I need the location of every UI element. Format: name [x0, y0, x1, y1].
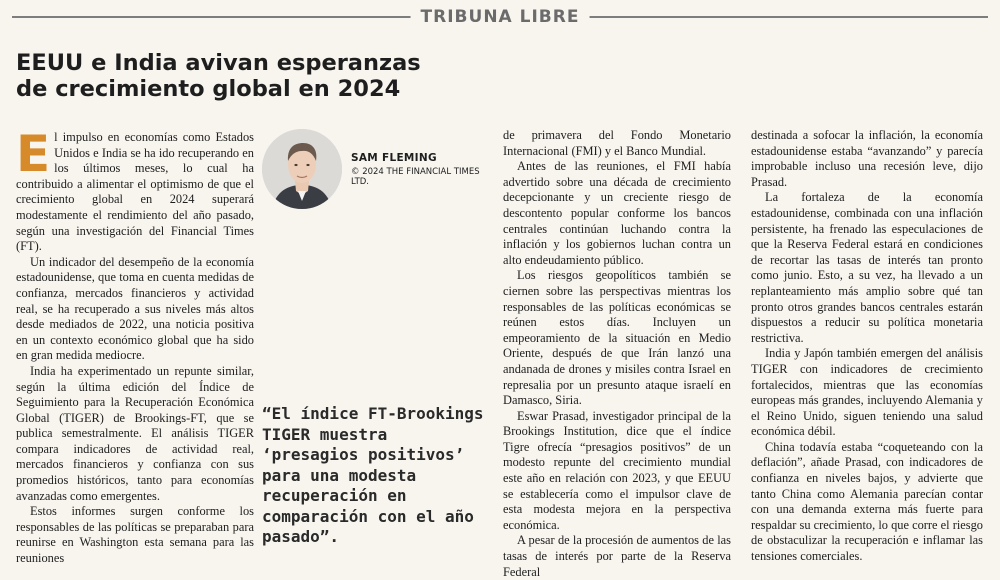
paragraph: Antes de las reuniones, el FMI había advertido sobre una década de crecimiento decepcionante y un creciente riesgo de descontento popular conforme los bancos centrales continúan luchando contra la inflación y los gobiernos luchan contra un alto endeudamiento público. [503, 159, 731, 267]
section-label: TRIBUNA LIBRE [411, 4, 590, 30]
article-headline: EEUU e India avivan esperanzas de crecimiento global en 2024 [16, 50, 421, 102]
paragraph: India y Japón también emergen del análisis TIGER con indicadores de crecimiento fortalecidos, mientras que las economías europeas más grandes, incluyendo Alemania y el Reino Unido, siguen teniendo una salud económica débil. [751, 346, 983, 439]
article-column-4 [751, 128, 983, 565]
author-credit: © 2024 THE FINANCIAL TIMES LTD. [351, 167, 480, 187]
article-column-3 [503, 128, 731, 580]
article-column-1 [16, 125, 254, 567]
paragraph [16, 125, 254, 255]
paragraph: Estos informes surgen conforme los responsables de las políticas se preparaban para reunirse en Washington esta semana para las reuniones [16, 504, 254, 566]
paragraph: La fortaleza de la economía estadounidense, combinada con una inflación persistente, ha frenado las especulaciones de que la Reserva Federal estará en condiciones de recortar las tasas de interés tan pronto como junio. Esto, a su vez, ha llevado a un replanteamiento más amplio sobre qué tan pronto otros grandes bancos centrales estarán dispuestos a reducir su política monetaria restrictiva. [751, 190, 983, 345]
drop-cap: E [16, 125, 51, 183]
paragraph: Eswar Prasad, investigador principal de la Brookings Institution, dice que el índice Tigre ofrecía “presagios positivos” de un modesto repunte del crecimiento mundial este año en relación con 2023, y que EEUU se establecería como el impulsor clave de esta modesta mejora en la perspectiva económica. [503, 408, 731, 532]
paragraph: Los riesgos geopolíticos también se ciernen sobre las perspectivas mientras los responsables de las políticas económicas se reúnen estos días. Incluyen un empeoramiento de la situación en Medio Oriente, después de que Irán lanzó una andanada de drones y misiles contra Israel en represalia por un presunto ataque israelí en Damasco, Siria. [503, 268, 731, 408]
section-header [12, 4, 988, 30]
paragraph: A pesar de la procesión de aumentos de las tasas de interés por parte de la Reserva Federal [503, 533, 731, 579]
author-portrait-icon [262, 129, 342, 209]
pull-quote: “El índice FT-Brookings TIGER muestra ‘presagios positivos’ para una modesta recuperación en comparación con el año pasado”. [262, 404, 484, 546]
paragraph: Un indicador del desempeño de la economía estadounidense, que toma en cuenta medidas de confianza, mercados financieros y actividad real, se ha recuperado a sus niveles más altos desde mediados de 2022, una noticia positiva en un contexto económico global que ha sido en gran medida mediocre. [16, 254, 254, 363]
author-byline [351, 152, 481, 187]
paragraph: destinada a sofocar la inflación, la economía estadounidense estaba “avanzando” y parecía improbable incluso una recesión leve, dijo Prasad. [751, 128, 983, 189]
paragraph: India ha experimentado un repunte similar, según la última edición del Índice de Seguimiento para la Recuperación Económica Global (TIGER) de Brookings-FT, que se publica semestralmente. El análisis TIGER compara indicadores de actividad real, mercados financieros y confianza con sus promedios históricos, tanto para economías avanzadas como emergentes. [16, 363, 254, 503]
author-name: SAM FLEMING [351, 152, 437, 164]
paragraph: de primavera del Fondo Monetario Internacional (FMI) y el Banco Mundial. [503, 128, 731, 158]
author-photo [262, 129, 342, 209]
paragraph: China todavía estaba “coqueteando con la deflación”, añade Prasad, con indicadores de confianza en niveles bajos, y advierte que tanto China como Alemania parecían contar con una demanda externa más fuerte para respaldar su crecimiento, lo que corre el riesgo de obstaculizar la recuperación e inflamar las tensiones comerciales. [751, 439, 983, 564]
paragraph-text: l impulso en economías como Estados Unidos e India se ha ido recuperando en los últimos meses, lo cual ha contribuido a alimentar el optimismo de que el crecimiento global en 2024 superará modestamente el rendimiento del año pasado, según una investigación del Financial Times (FT). [16, 130, 254, 254]
